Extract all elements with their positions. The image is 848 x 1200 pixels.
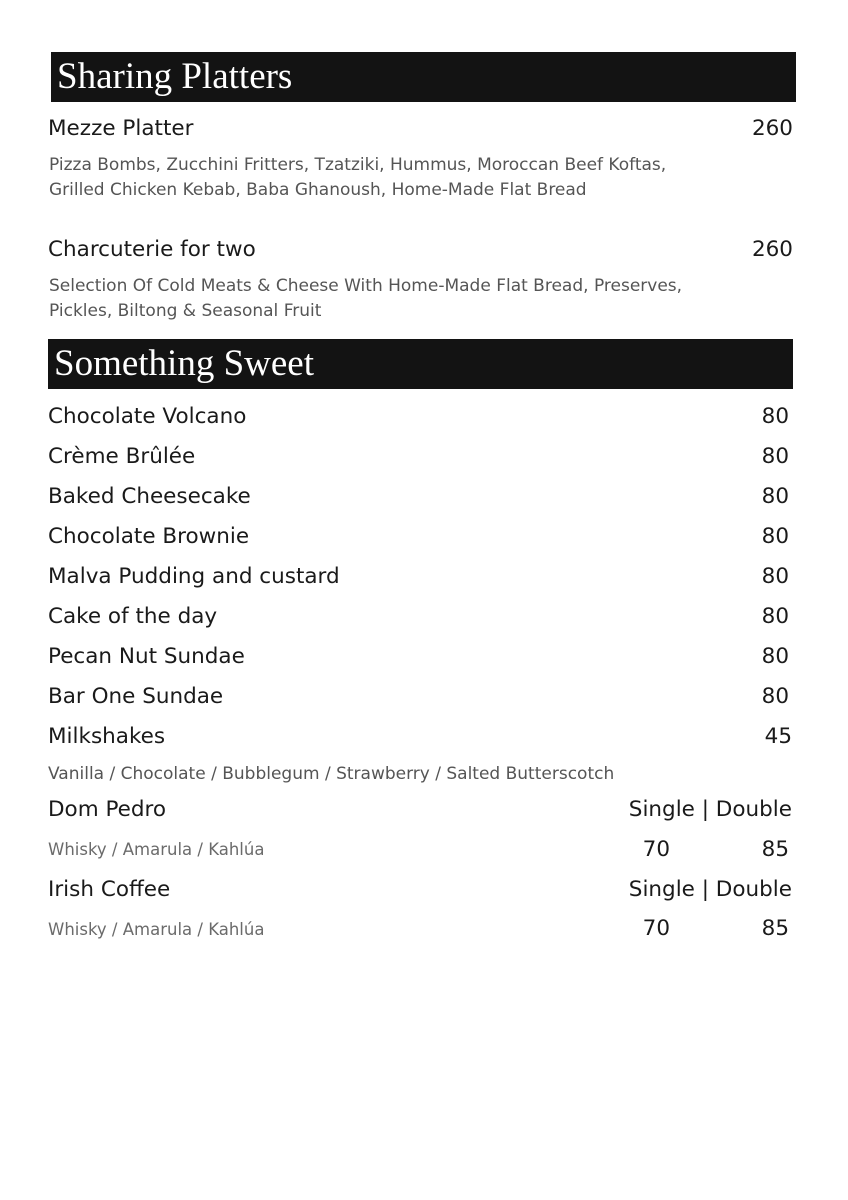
menu-item-name: Irish Coffee xyxy=(48,877,171,902)
menu-item-price: 80 xyxy=(761,604,789,629)
menu-item-price: 80 xyxy=(761,644,789,669)
single-price: 70 xyxy=(642,916,670,941)
menu-item-name: Cake of the day xyxy=(48,604,218,629)
double-price: 85 xyxy=(761,837,789,862)
menu-item-name: Pecan Nut Sundae xyxy=(48,644,245,669)
menu-item-options: Whisky / Amarula / Kahlúa xyxy=(48,920,265,939)
menu-item-price: 80 xyxy=(761,484,789,509)
menu-item-price: 80 xyxy=(761,404,789,429)
menu-item-options: Whisky / Amarula / Kahlúa xyxy=(48,840,265,859)
menu-item-price: 80 xyxy=(761,444,789,469)
single-price: 70 xyxy=(642,837,670,862)
menu-item-description: Selection Of Cold Meats & Cheese With Home-Made Flat Bread, Preserves, Pickles, Biltong & Seasonal Fruit xyxy=(49,276,683,321)
double-price: 85 xyxy=(761,916,789,941)
menu-item-name: Dom Pedro xyxy=(48,797,167,822)
section-title-sharing-platters: Sharing Platters xyxy=(51,52,796,102)
price-heading-single-double: Single | Double xyxy=(628,797,792,822)
menu-item-name: Malva Pudding and custard xyxy=(48,564,340,589)
price-heading-single-double: Single | Double xyxy=(628,877,792,902)
menu-item-price: 80 xyxy=(761,684,789,709)
menu-item-flavours: Vanilla / Chocolate / Bubblegum / Strawberry / Salted Butterscotch xyxy=(48,764,615,784)
menu-item-name: Mezze Platter xyxy=(48,116,194,141)
menu-item-name: Bar One Sundae xyxy=(48,684,224,709)
menu-item-name: Chocolate Brownie xyxy=(48,524,250,549)
menu-item-price: 45 xyxy=(764,724,792,749)
menu-item-price: 80 xyxy=(761,564,789,589)
menu-item-price: 80 xyxy=(761,524,789,549)
menu-item-name: Milkshakes xyxy=(48,724,166,749)
menu-item-name: Chocolate Volcano xyxy=(48,404,247,429)
menu-item-price: 260 xyxy=(751,237,793,262)
menu-item-description: Pizza Bombs, Zucchini Fritters, Tzatziki, Hummus, Moroccan Beef Koftas, Grilled Chicken Kebab, Baba Ghanoush, Home-Made Flat Bread xyxy=(49,155,667,200)
menu-item-name: Baked Cheesecake xyxy=(48,484,251,509)
menu-item-price: 260 xyxy=(751,116,793,141)
menu-item-name: Crème Brûlée xyxy=(48,444,196,469)
section-title-something-sweet: Something Sweet xyxy=(48,339,793,389)
menu-item-name: Charcuterie for two xyxy=(48,237,256,262)
